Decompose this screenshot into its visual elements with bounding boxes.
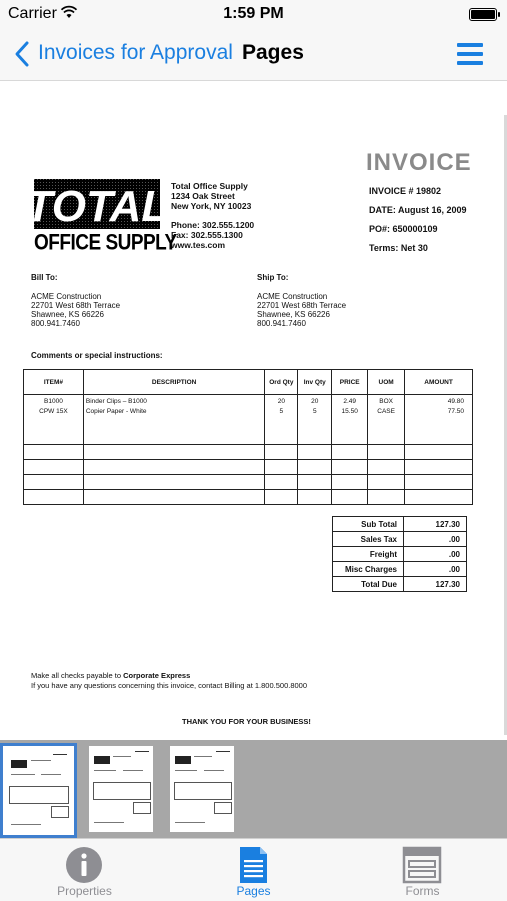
invoice-po: PO#: 650000109: [369, 224, 438, 234]
carrier-label: Carrier: [8, 5, 57, 22]
table-cell: 15.50: [332, 408, 368, 445]
invoice-number: INVOICE # 19802: [369, 186, 442, 196]
table-cell: 20: [265, 395, 298, 409]
table-cell: 5: [265, 408, 298, 445]
table-cell: CASE: [368, 408, 405, 445]
table-row: [24, 395, 473, 409]
document-icon: [233, 845, 273, 885]
totals-row: Misc Charges .00: [333, 562, 467, 577]
table-cell: 49.80: [405, 395, 473, 409]
table-row: [24, 445, 473, 460]
items-table: [23, 369, 473, 505]
column-header: UOM: [368, 370, 405, 395]
form-icon: [402, 845, 442, 885]
table-cell: B1000: [24, 395, 84, 409]
footer-checks: Make all checks payable to Corporate Express: [31, 671, 191, 680]
table-row: [24, 408, 473, 445]
invoice-date: DATE: August 16, 2009: [369, 205, 467, 215]
column-header: ITEM#: [24, 370, 84, 395]
table-header-row: [24, 370, 473, 395]
ship-to-line: 800.941.7460: [257, 319, 306, 328]
totals-row: Freight .00: [333, 547, 467, 562]
navigation-bar: [0, 28, 507, 81]
company-web: www.tes.com: [171, 240, 226, 250]
table-row: [24, 460, 473, 475]
totals-row: Sales Tax .00: [333, 532, 467, 547]
page-thumbnail-strip: [0, 740, 507, 838]
tab-properties[interactable]: [0, 839, 169, 901]
ship-to-line: ACME Construction: [257, 292, 328, 301]
company-logo: [25, 179, 169, 231]
table-cell: Binder Clips – B1000: [83, 395, 265, 409]
bill-to-line: ACME Construction: [31, 292, 102, 301]
bill-to-label: Bill To:: [31, 273, 58, 282]
status-time: 1:59 PM: [223, 5, 284, 22]
info-icon: [64, 845, 104, 885]
invoice-document[interactable]: [0, 81, 507, 740]
page-thumbnail-selected[interactable]: [0, 743, 77, 838]
menu-icon[interactable]: [457, 43, 483, 65]
company-street: 1234 Oak Street: [171, 191, 235, 201]
company-phone: Phone: 302.555.1200: [171, 220, 255, 230]
page-title: Pages: [242, 41, 304, 64]
column-header: DESCRIPTION: [83, 370, 265, 395]
page-thumbnail[interactable]: [89, 746, 153, 832]
bill-to-line: Shawnee, KS 66226: [31, 310, 104, 319]
battery-icon: [469, 8, 497, 21]
totals-row: Total Due 127.30: [333, 577, 467, 592]
status-bar: [0, 0, 507, 28]
tab-label: Pages: [236, 884, 271, 898]
company-city: New York, NY 10023: [171, 201, 252, 211]
ship-to-line: Shawnee, KS 66226: [257, 310, 330, 319]
table-row: [24, 490, 473, 505]
table-cell: 77.50: [405, 408, 473, 445]
tab-label: Forms: [405, 884, 440, 898]
tab-forms[interactable]: [338, 839, 507, 901]
tab-label: Properties: [57, 884, 112, 898]
tab-bar: [0, 838, 507, 901]
column-header: PRICE: [332, 370, 368, 395]
column-header: Ord Qty: [265, 370, 298, 395]
ship-to-line: 22701 West 68th Terrace: [257, 301, 347, 310]
company-fax: Fax: 302.555.1300: [171, 230, 243, 240]
table-cell: BOX: [368, 395, 405, 409]
table-cell: 5: [298, 408, 332, 445]
bill-to-line: 800.941.7460: [31, 319, 80, 328]
logo-tagline: OFFICE SUPPLY: [34, 231, 177, 256]
svg-text:TOTAL: TOTAL: [25, 182, 169, 231]
column-header: AMOUNT: [405, 370, 473, 395]
back-chevron-icon[interactable]: [12, 40, 32, 68]
comments-label: Comments or special instructions:: [31, 351, 163, 360]
company-name: Total Office Supply: [171, 181, 248, 191]
invoice-heading: INVOICE: [366, 149, 472, 176]
page-thumbnail[interactable]: [170, 746, 234, 832]
tab-pages[interactable]: [169, 839, 338, 901]
footer-questions: If you have any questions concerning this invoice, contact Billing at 1.800.500.8000: [31, 681, 308, 690]
table-cell: Copier Paper - White: [83, 408, 265, 445]
totals-row: Sub Total 127.30: [333, 517, 467, 532]
column-header: Inv Qty: [298, 370, 332, 395]
totals-table: [332, 516, 467, 592]
table-cell: 2.49: [332, 395, 368, 409]
back-button[interactable]: Invoices for Approval: [38, 41, 233, 64]
thank-you-note: THANK YOU FOR YOUR BUSINESS!: [182, 717, 311, 726]
ship-to-label: Ship To:: [257, 273, 289, 282]
table-cell: CPW 15X: [24, 408, 84, 445]
table-cell: 20: [298, 395, 332, 409]
invoice-terms: Terms: Net 30: [369, 243, 428, 253]
bill-to-line: 22701 West 68th Terrace: [31, 301, 121, 310]
table-row: [24, 475, 473, 490]
